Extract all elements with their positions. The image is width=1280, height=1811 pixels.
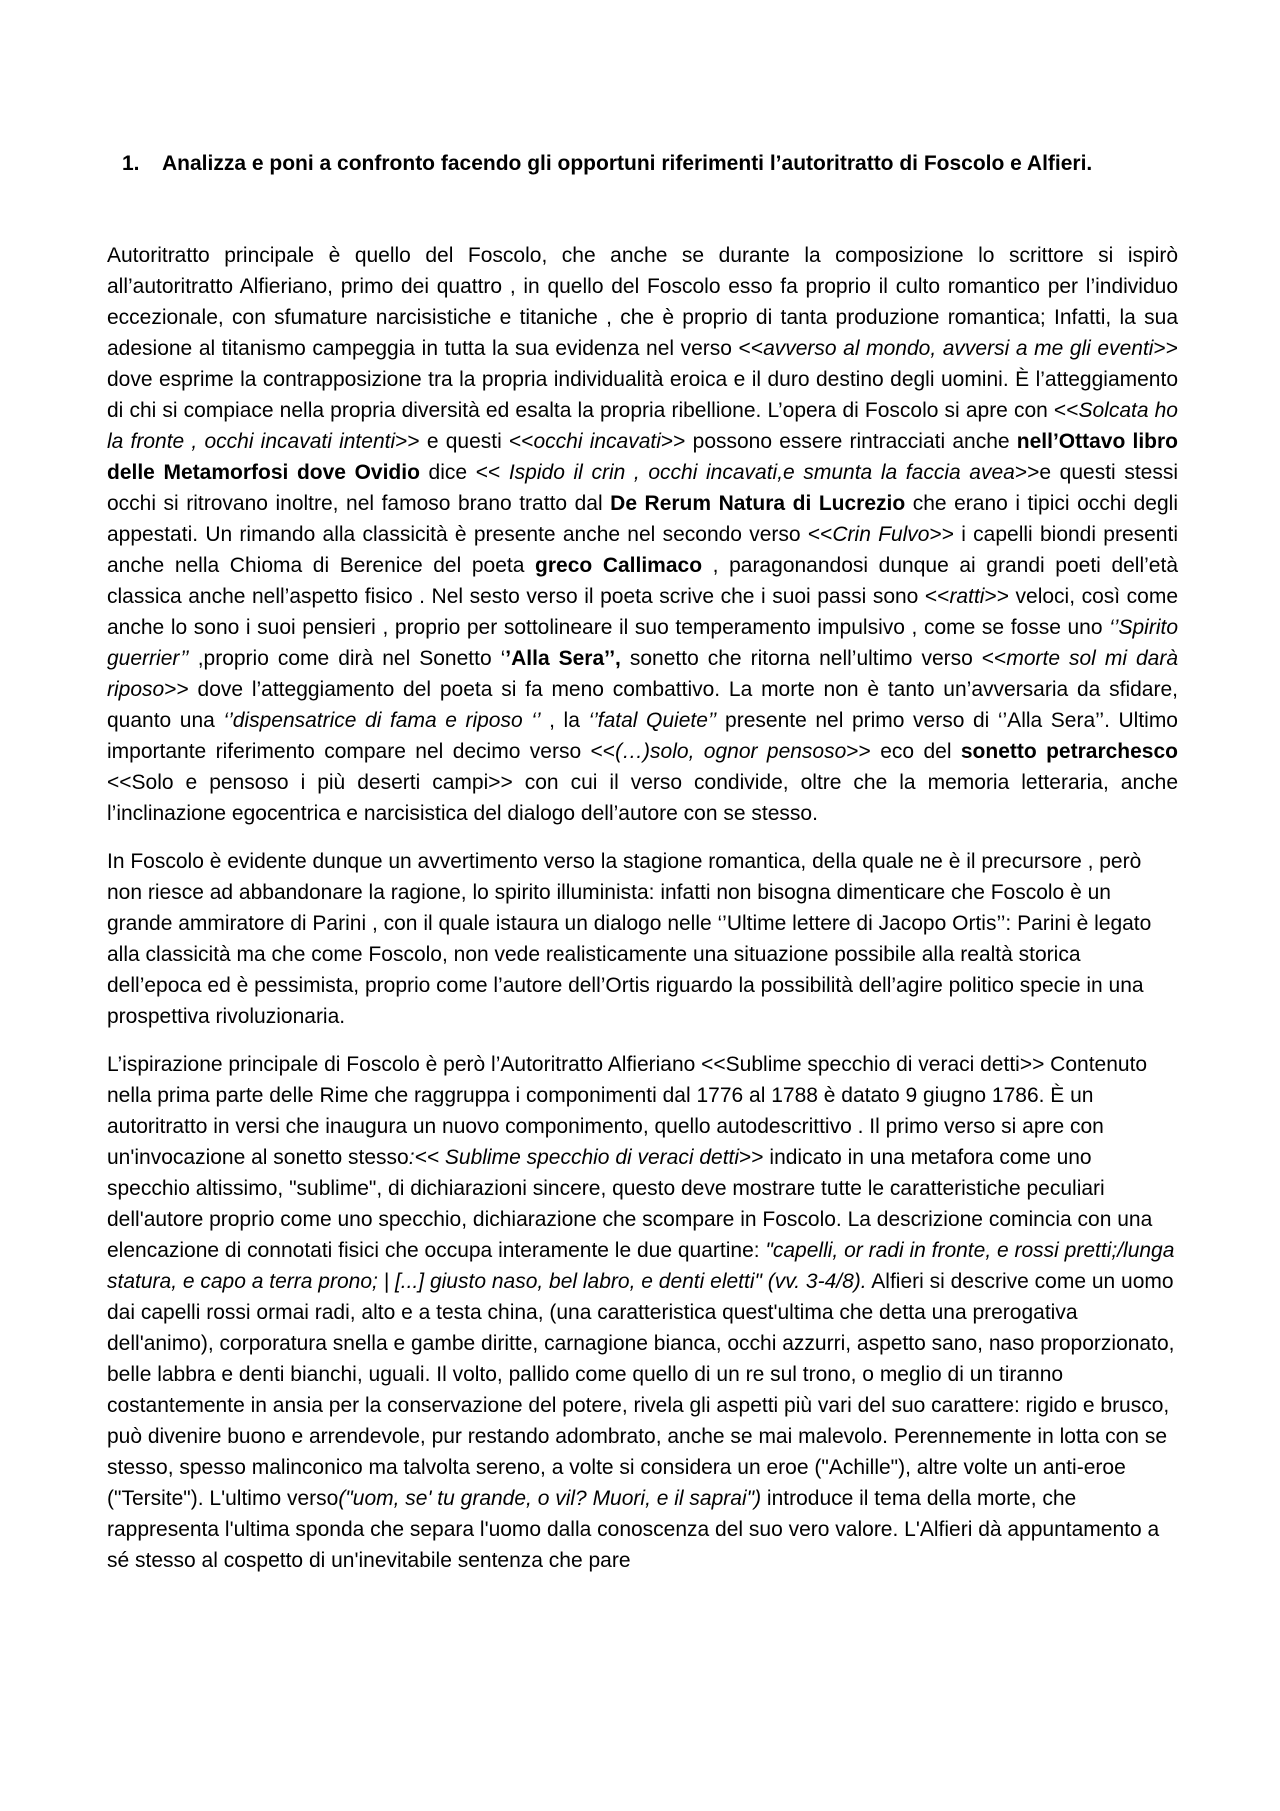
italic-text: ("uom, se' tu grande, o vil? Muori, e il saprai") [338,1487,762,1510]
question-heading [122,148,1182,179]
italic-text: ‘’dispensatrice di fama e riposo ‘’ [223,709,541,732]
italic-text: Ispido il crin , occhi incavati,e smunta la faccia avea [508,461,1015,484]
bold-text: De Rerum Natura di Lucrezio [610,492,906,515]
bold-text: nell’Ottavo libro delle Metamorfosi dove Ovidio [107,430,1178,484]
text-run: L’ispirazione principale di Foscolo è però l’Autoritratto Alfieriano <<Sublime specchio di veraci detti>> Contenuto nella prima parte delle Rime che raggruppa i componimenti dal 1776 al 1788 è datato 9 giugno 1786. È un autoritratto in versi che inaugura un nuovo componimento, quello autodescrittivo . Il primo verso si apre con un'invocazione al sonetto stesso [107,1053,1148,1169]
text-run: >> possono essere rintracciati anche [660,430,1017,453]
text-run: ,proprio come dirà nel Sonetto ‘ [188,647,506,670]
text-run: >> veloci, così come anche lo sono i suoi pensieri , proprio per sottolineare il suo temperamento impulsivo , come se fosse uno [107,585,1178,639]
text-run: introduce il tema della morte, che rappresenta l'ultima sponda che separa l'uomo dalla conoscenza del suo vero valore. L'Alfieri dà appuntamento a sé stesso al cospetto di un'inevitabile sentenza che pare [107,1487,1160,1572]
italic-text: Crin Fulvo [832,523,930,546]
answer-body [107,240,1178,1593]
bold-text: sonetto petrarchesco [960,740,1178,763]
text-run: >> dove esprime la contrapposizione tra la propria individualità eroica e il duro destino degli uomini. È l’atteggiamento di chi si compiace nella propria diversità ed esalta la propria ribellione. L’opera di Foscolo si apre con << [107,337,1178,422]
text-run: , paragonandosi dunque ai grandi poeti dell’età classica anche nell’aspetto fisico . Nel sesto verso il poeta scrive che i suoi passi sono << [107,554,1178,608]
text-run: presente nel primo verso di ‘’Alla Sera’’. Ultimo importante riferimento compare nel decimo verso << [107,709,1178,763]
question-number: 1. [122,152,140,175]
paragraph [107,1049,1178,1576]
italic-text: :<< Sublime specchio di veraci detti [408,1146,740,1169]
text-run: >> e questi << [395,430,534,453]
text-run: Autoritratto principale è quello del Foscolo, che anche se durante la composizione lo scrittore si ispirò all’autoritratto Alfieriano, primo dei quattro , in quello del Foscolo esso fa proprio il culto romantico per l’individuo eccezionale, con sfumature narcisistiche e titaniche , che è proprio di tanta produzione romantica; Infatti, la sua adesione al titanismo campeggia in tutta la sua evidenza nel verso << [107,244,1178,360]
question-text: Analizza e poni a confronto facendo gli opportuni riferimenti l’autoritratto di Foscolo e Alfieri. [162,152,1093,175]
text-run: sonetto che ritorna nell’ultimo verso << [620,647,1007,670]
text-run: dice << [419,461,509,484]
italic-text: (…)solo, ognor pensoso [615,740,847,763]
paragraph [107,846,1178,1032]
text-run: >>e questi stessi occhi si ritrovano inoltre, nel famoso brano tratto dal [107,461,1178,515]
bold-text: ’Alla Sera’’, [505,647,621,670]
text-run: In Foscolo è evidente dunque un avvertimento verso la stagione romantica, della quale ne è il precursore , però non riesce ad abbandonare la ragione, lo spirito illuminista: infatti non bisogna dimenticare che Foscolo è un grande ammiratore di Parini , con il quale istaura un dialogo nelle ‘’Ultime lettere di Jacopo Ortis’’: Parini è legato alla classicità ma che come Foscolo, non vede realisticamente una situazione possibile alla realtà storica dell’epoca ed è pessimista, proprio come l’autore dell’Ortis riguardo la possibilità dell’agire politico specie in una prospettiva rivoluzionaria. [107,850,1152,1028]
italic-text: ‘’Spirito guerrier’’ [107,616,1178,670]
italic-text: morte sol mi darà riposo [107,647,1178,701]
text-run: >> eco del [846,740,961,763]
italic-text: avverso al mondo, avversi a me gli eventi [763,337,1154,360]
italic-text: ‘’fatal Quiete’’ [588,709,717,732]
text-run: >> i capelli biondi presenti anche nella Chioma di Berenice del poeta [107,523,1178,577]
bold-text: greco Callimaco [535,554,703,577]
text-run: , la [540,709,589,732]
text-run: che erano i tipici occhi degli appestati. Un rimando alla classicità è presente anche nel secondo verso << [107,492,1178,546]
italic-text: "capelli, or radi in fronte, e rossi pretti;/lunga statura, e capo a terra prono; | [...] giusto naso, bel labro, e denti eletti" (vv. 3-4/8). [107,1239,1175,1293]
italic-text: ratti [949,585,985,608]
italic-text: Solcata ho la fronte , occhi incavati intenti [107,399,1178,453]
text-run: >> indicato in una metafora come uno specchio altissimo, "sublime", di dichiarazioni sincere, questo deve mostrare tutte le caratteristiche peculiari dell'autore proprio come uno specchio, dichiarazione che scompare in Foscolo. La descrizione comincia con una elencazione di connotati fisici che occupa interamente le due quartine: [107,1146,1153,1262]
italic-text: occhi incavati [533,430,661,453]
paragraph [107,240,1178,829]
text-run: <<Solo e pensoso i più deserti campi>> con cui il verso condivide, oltre che la memoria letteraria, anche l’inclinazione egocentrica e narcisistica del dialogo dell’autore con se stesso. [107,771,1178,825]
text-run: >> dove l’atteggiamento del poeta si fa meno combattivo. La morte non è tanto un’avversaria da sfidare, quanto una [107,678,1178,732]
text-run: Alfieri si descrive come un uomo dai capelli rossi ormai radi, alto e a testa china, (una caratteristica quest'ultima che detta una prerogativa dell'animo), corporatura snella e gambe diritte, carnagione bianca, occhi azzurri, aspetto sano, naso proporzionato, belle labbra e denti bianchi, uguali. Il volto, pallido come quello di un re sul trono, o meglio di un tiranno costantemente in ansia per la conservazione del potere, rivela gli aspetti più vari del suo carattere: rigido e brusco, può divenire buono e arrendevole, pur restando adombrato, anche se mai malevolo. Perennemente in lotta con se stesso, spesso malinconico ma talvolta sereno, a volte si considera un eroe ("Achille"), altre volte un anti-eroe ("Tersite"). L'ultimo verso [107,1270,1175,1510]
